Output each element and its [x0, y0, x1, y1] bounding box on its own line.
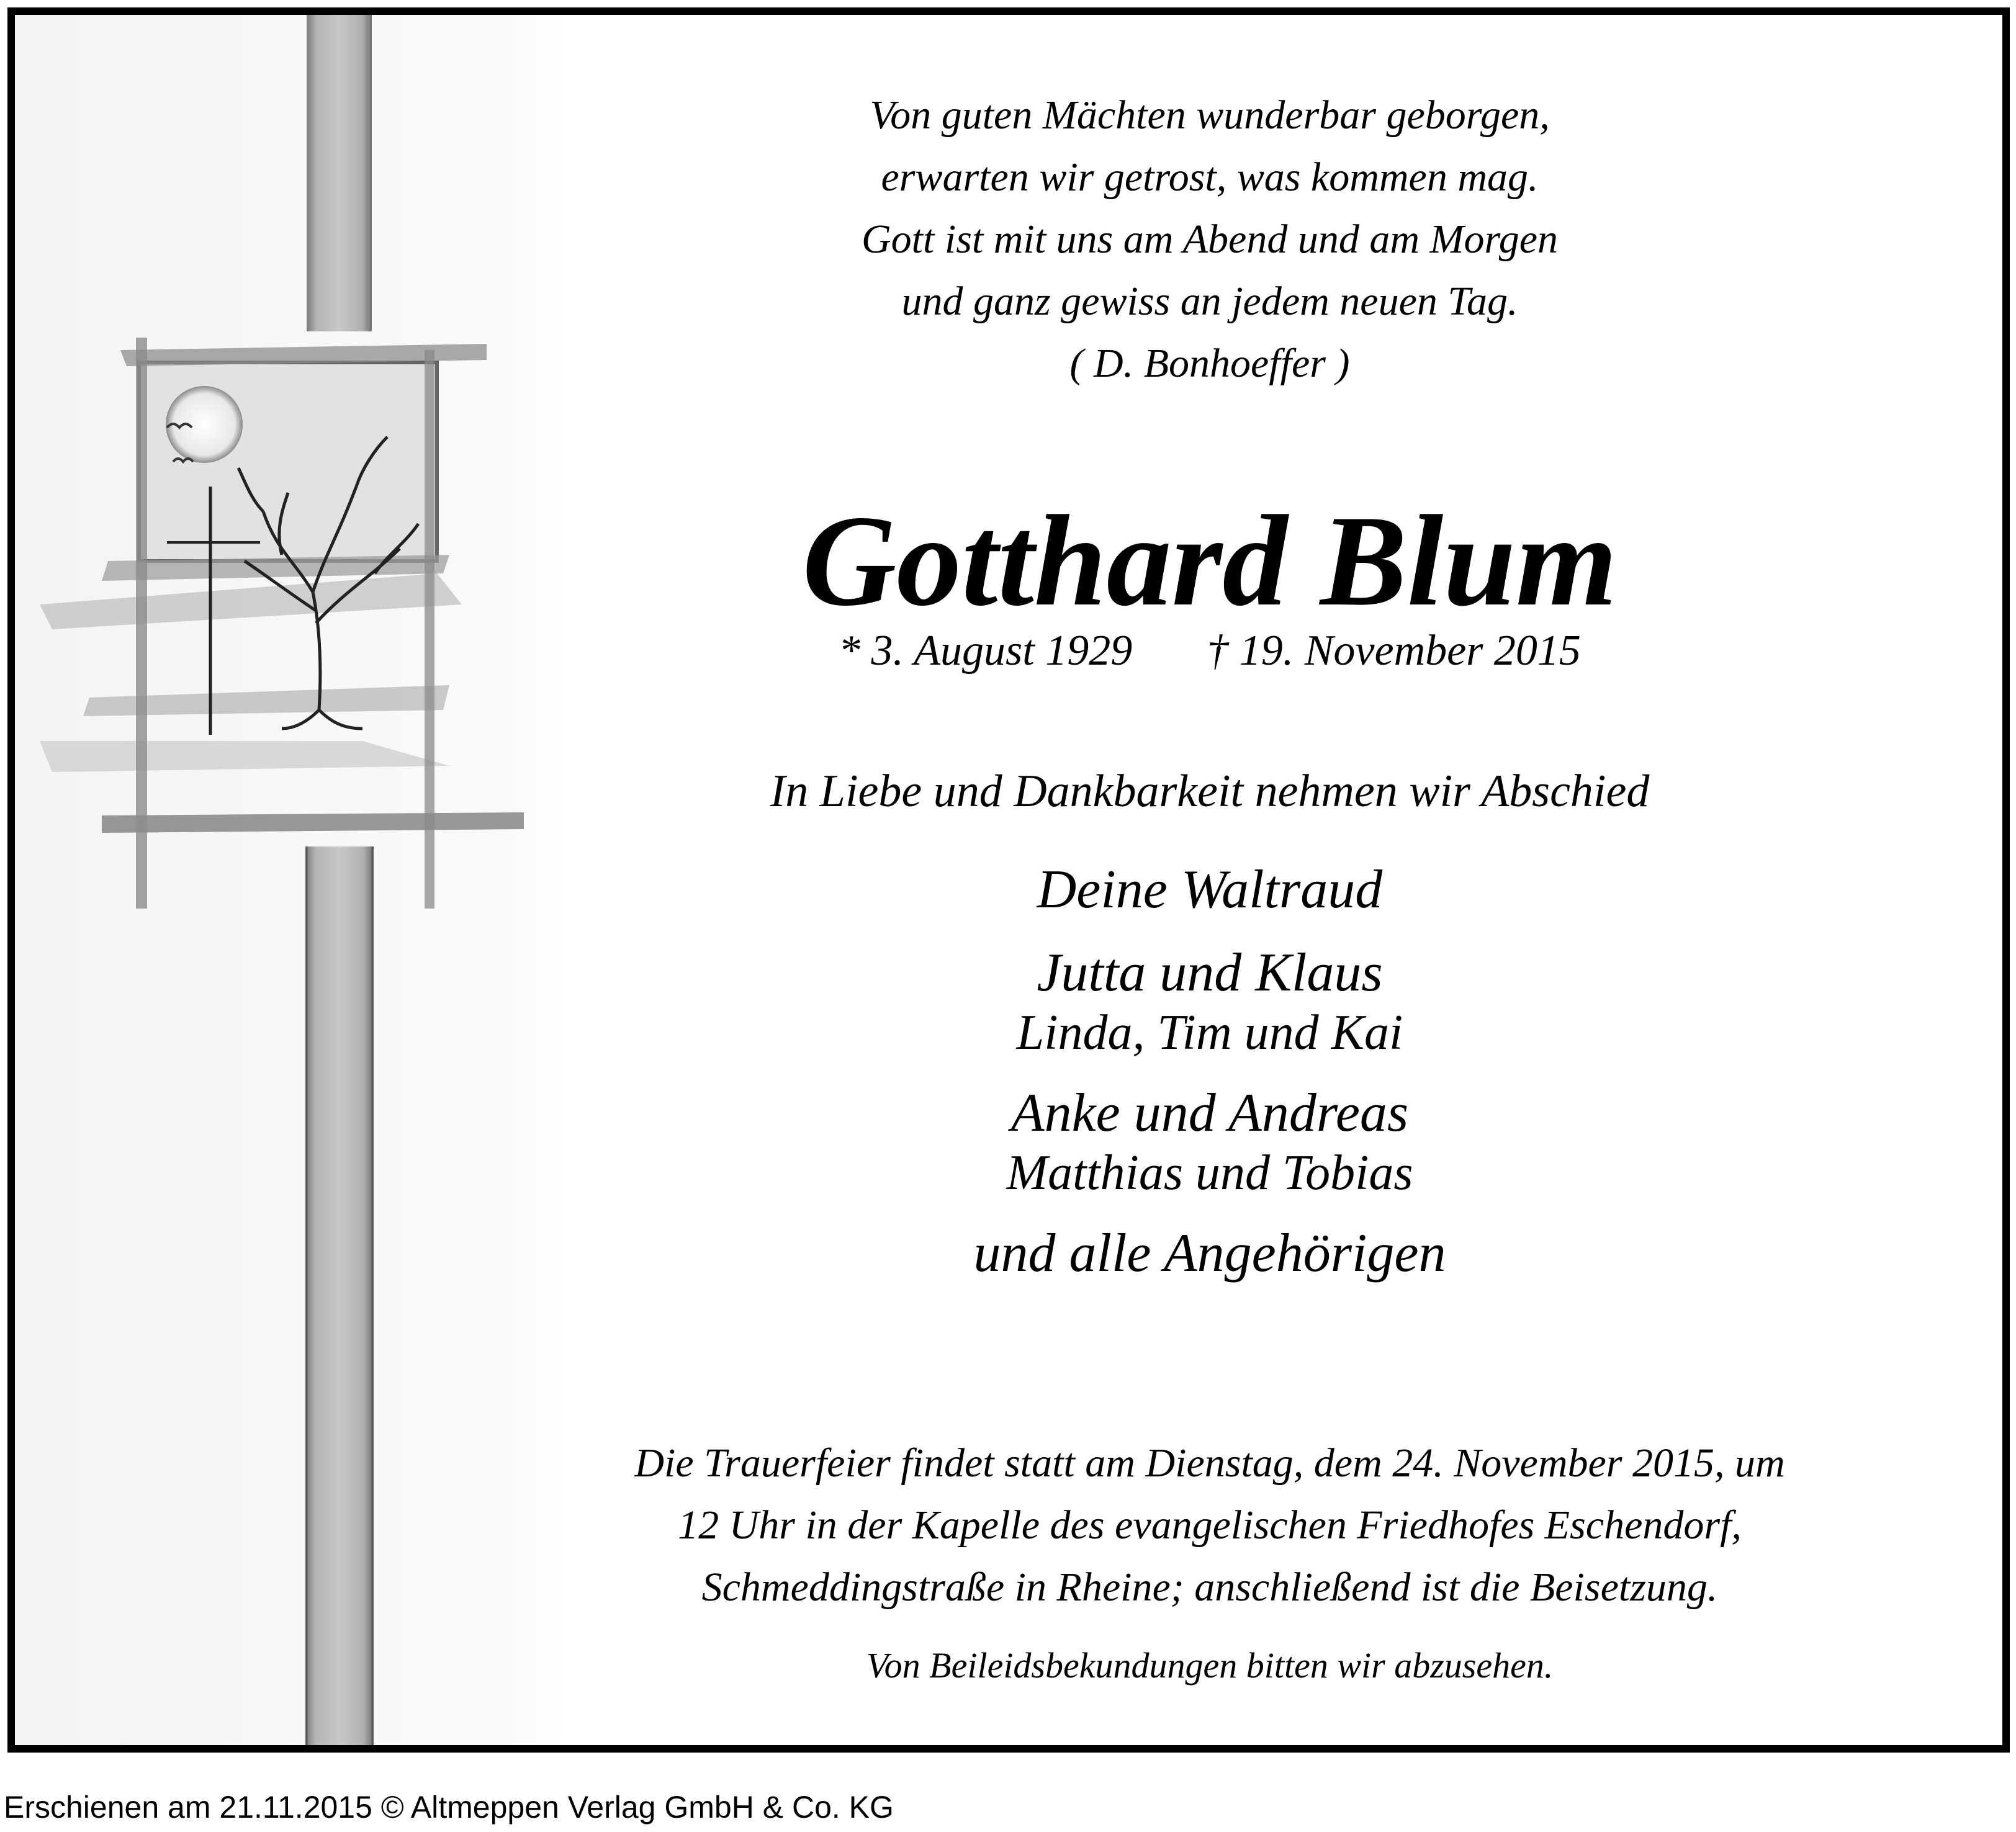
poem-line: und ganz gewiss an jedem neuen Tag. [901, 279, 1518, 324]
obituary-frame [7, 7, 2010, 1753]
poem-line: Gott ist mit uns am Abend und am Morgen [862, 217, 1558, 262]
family-children: Linda, Tim und Kai [1016, 1005, 1403, 1060]
ceremony-line: Die Trauerfeier findet statt am Dienstag, dem 24. November 2015, um [634, 1440, 1785, 1486]
family-member: Jutta und Klaus [1037, 943, 1383, 1003]
family-member: Deine Waltraud [1037, 860, 1383, 920]
life-dates [511, 623, 1908, 679]
condolence-note: Von Beileidsbekundungen bitten wir abzusehen. [866, 1645, 1554, 1686]
deceased-name: Gotthard Blum [802, 489, 1618, 633]
poem-line: Von guten Mächten wunderbar geborgen, [870, 92, 1550, 138]
family-children: Matthias und Tobias [1006, 1146, 1413, 1200]
family-relatives: und alle Angehörigen [973, 1223, 1446, 1283]
death-date: † 19. November 2015 [1207, 627, 1581, 675]
birth-date: * 3. August 1929 [839, 627, 1133, 675]
ceremony-line: Schmeddingstraße in Rheine; anschließend ist die Beisetzung. [701, 1565, 1718, 1610]
poem-author: ( D. Bonhoeffer ) [1069, 341, 1350, 386]
family-list [511, 859, 1908, 1306]
ceremony-line: 12 Uhr in der Kapelle des evangelischen Friedhofes Eschendorf, [678, 1502, 1742, 1548]
vertical-strip-bottom [305, 846, 374, 1753]
ceremony-info [511, 1432, 1908, 1619]
poem [511, 84, 1908, 395]
farewell-text: In Liebe und Dankbarkeit nehmen wir Abschied [770, 766, 1650, 817]
vertical-strip-top [307, 15, 372, 331]
poem-line: erwarten wir getrost, was kommen mag. [881, 155, 1539, 200]
memorial-artwork [15, 15, 561, 1753]
publication-footer: Erschienen am 21.11.2015 © Altmeppen Verlag GmbH & Co. KG [4, 1790, 894, 1825]
family-member: Anke und Andreas [1010, 1083, 1409, 1143]
